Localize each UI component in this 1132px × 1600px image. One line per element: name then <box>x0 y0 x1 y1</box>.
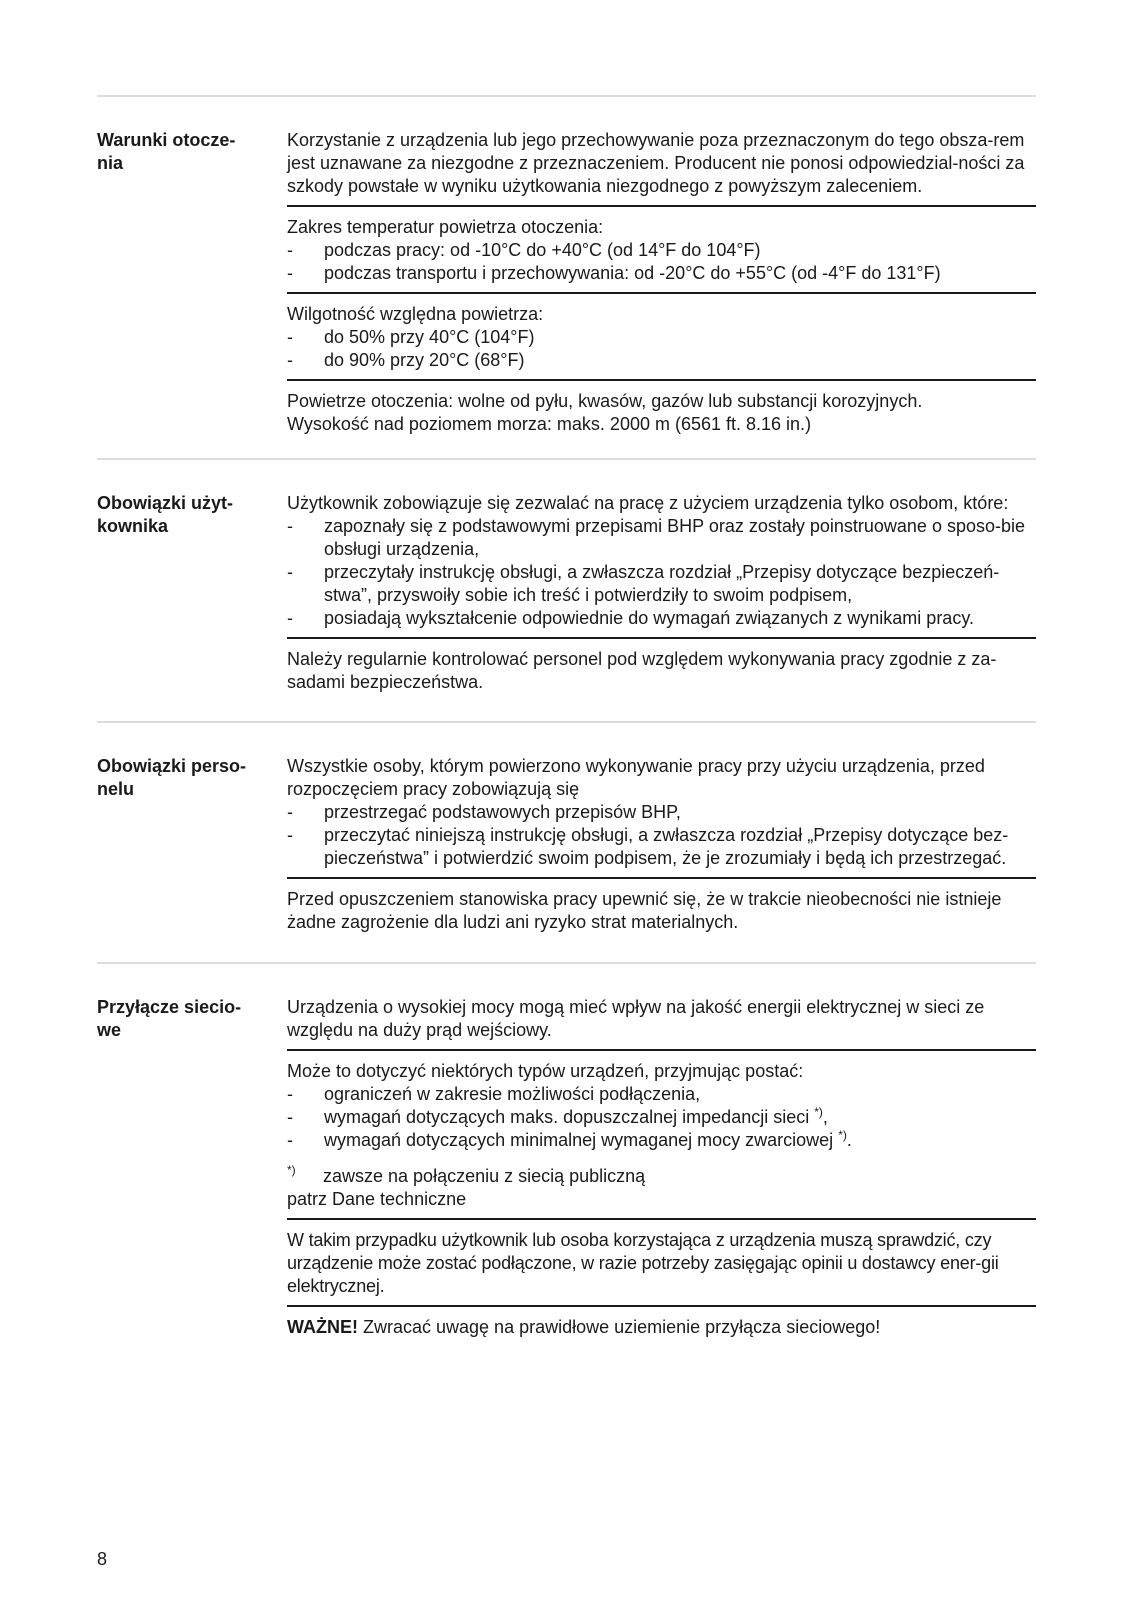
types-block <box>287 1049 1036 1218</box>
air-quality-text: Powietrze otoczenia: wolne od pyłu, kwasów, gazów lub substancji korozyjnych. <box>287 391 923 411</box>
control-block <box>287 637 1036 701</box>
section-title: Warunki otocze- nia <box>97 130 236 173</box>
section-body <box>287 129 1036 443</box>
list-item: - przestrzegać podstawowych przepisów BHP, <box>287 802 681 822</box>
section-title: Obowiązki użyt- kownika <box>97 493 234 536</box>
footnote-text: zawsze na połączeniu z siecią publiczną <box>323 1166 646 1186</box>
see-technical-data: patrz Dane techniczne <box>287 1189 467 1209</box>
intro-block <box>287 755 1036 877</box>
list-item: - zapoznały się z podstawowymi przepisami BHP oraz zostały poinstruowane o sposo-bie obsługi urządzenia, <box>287 516 1026 559</box>
types-list <box>287 1083 1036 1152</box>
intro-paragraph: Użytkownik zobowiązuje się zezwalać na pracę z użyciem urządzenia tylko osobom, które: <box>287 493 1009 513</box>
list-item: - do 90% przy 20°C (68°F) <box>287 350 525 370</box>
footnote <box>287 1165 1036 1211</box>
check-paragraph: W takim przypadku użytkownik lub osoba korzystająca z urządzenia muszą sprawdzić, czy urządzenie może zostać podłączone, w razie potrzeby zasięgając opinii u dostawcy ener-gii elektrycznej. <box>287 1230 999 1296</box>
list-item: - podczas pracy: od -10°C do +40°C (od 14°F do 104°F) <box>287 240 761 260</box>
important-label: WAŻNE! <box>287 1317 358 1337</box>
humidity-block <box>287 292 1036 379</box>
humidity-heading: Wilgotność względna powietrza: <box>287 304 544 324</box>
footnote-ref: *) <box>838 1128 847 1142</box>
page-number: 8 <box>97 1549 108 1569</box>
section-staff-obligations <box>97 721 1036 932</box>
intro-block <box>287 996 1036 1049</box>
list-item: - podczas transportu i przechowywania: od -20°C do +55°C (od -4°F do 131°F) <box>287 263 941 283</box>
footnote-mark: *) <box>287 1163 296 1177</box>
section-title: Przyłącze siecio- we <box>97 997 242 1040</box>
section-mains-connection <box>97 962 1036 1337</box>
list-item: - do 50% przy 40°C (104°F) <box>287 327 535 347</box>
temperature-heading: Zakres temperatur powietrza otoczenia: <box>287 217 604 237</box>
list-item: - wymagań dotyczących minimalnej wymaganej mocy zwarciowej *). <box>287 1128 852 1150</box>
section-body <box>287 492 1036 701</box>
important-text: Zwracać uwagę na prawidłowe uziemienie przyłącza sieciowego! <box>358 1317 881 1337</box>
duties-list <box>287 801 1036 870</box>
section-body <box>287 996 1036 1346</box>
section-title: Obowiązki perso- nelu <box>97 756 247 799</box>
section-user-obligations <box>97 458 1036 692</box>
important-block <box>287 1305 1036 1346</box>
section-body <box>287 755 1036 941</box>
leave-block <box>287 877 1036 941</box>
temperature-list <box>287 239 1036 285</box>
intro-block <box>287 129 1036 205</box>
leave-paragraph: Przed opuszczeniem stanowiska pracy upewnić się, że w trakcie nieobecności nie istnieje żadne zagrożenie dla ludzi ani ryzyko strat materialnych. <box>287 889 1002 932</box>
intro-paragraph: Wszystkie osoby, którym powierzono wykonywanie pracy przy użyciu urządzenia, przed rozpoczęciem pracy zobowiązują się <box>287 756 985 799</box>
humidity-list <box>287 326 1036 372</box>
section-ambient-conditions <box>97 95 1036 434</box>
important-note <box>287 1316 1036 1339</box>
check-block <box>287 1218 1036 1305</box>
footnote-ref: *) <box>814 1105 823 1119</box>
altitude-text: Wysokość nad poziomem morza: maks. 2000 m (6561 ft. 8.16 in.) <box>287 414 812 434</box>
temperature-block <box>287 205 1036 292</box>
types-heading: Może to dotyczyć niektórych typów urządzeń, przyjmując postać: <box>287 1061 804 1081</box>
air-block <box>287 379 1036 443</box>
list-item: - ograniczeń w zakresie możliwości podłączenia, <box>287 1084 701 1104</box>
list-item: - posiadają wykształcenie odpowiednie do wymagań związanych z wynikami pracy. <box>287 608 974 628</box>
list-item: - wymagań dotyczących maks. dopuszczalnej impedancji sieci *), <box>287 1105 828 1127</box>
intro-paragraph: Urządzenia o wysokiej mocy mogą mieć wpływ na jakość energii elektrycznej w sieci ze względu na duży prąd wejściowy. <box>287 997 985 1040</box>
list-item: - przeczytać niniejszą instrukcję obsługi, a zwłaszcza rozdział „Przepisy dotyczące bez-pieczeństwa” i potwierdzić swoim podpisem, że je zrozumiały i będą ich przestrzegać. <box>287 825 1009 868</box>
list-item: - przeczytały instrukcję obsługi, a zwłaszcza rozdział „Przepisy dotyczące bezpieczeń-stwa”, przyswoiły sobie ich treść i potwierdziły to swoim podpisem, <box>287 562 1000 605</box>
control-paragraph: Należy regularnie kontrolować personel pod względem wykonywania pracy zgodnie z za-sadami bezpieczeństwa. <box>287 649 997 692</box>
requirements-list <box>287 515 1036 630</box>
intro-block <box>287 492 1036 637</box>
intro-paragraph: Korzystanie z urządzenia lub jego przechowywanie poza przeznaczonym do tego obsza-rem jest uznawane za niezgodne z przeznaczeniem. Producent nie ponosi odpowiedzial-ności za szkody powstałe w wyniku użytkowania niezgodnego z powyższym zaleceniem. <box>287 130 1025 196</box>
